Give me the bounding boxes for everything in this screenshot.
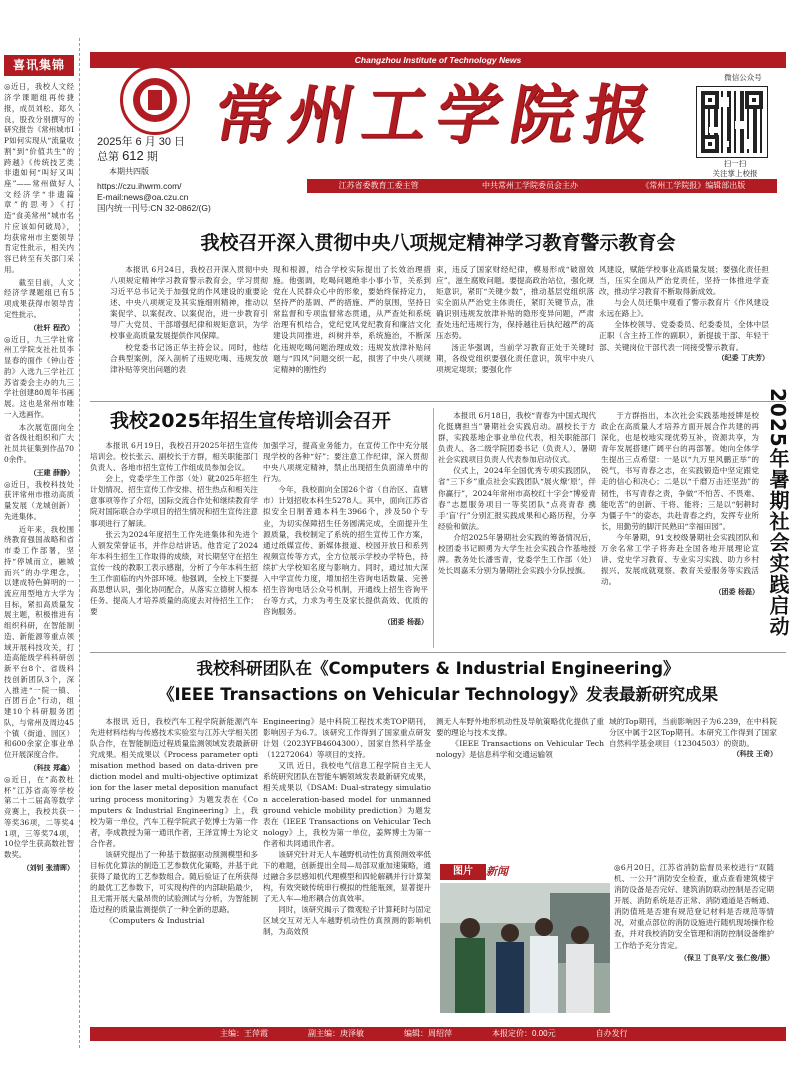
news-photo: [440, 883, 610, 1013]
left-item-2: ◎近日，九三学社常州工学院支社社员李显春的面作《钟山苍韵》入选九三学社江苏省委会主办的九三学社创建80周年书画展。这也是常州市唯一入选画作。: [4, 334, 74, 419]
article-1-col-2: 现和根源，结合学校实际提出了长效治理措施。他强调，吃喝问题绝非小事小节，关系到党在人民群众心中的形象，要始终保持定力，坚持严的基调、严的措施、严的氛围，坚持日常监督和专项监督常态贯通，从严查处和系统治理有机结合，党纪党风党纪教育和廉洁文化建设共同推进，纠树并举，系统施治，不断深化违规吃喝问题治理成效；违规发放津补贴问题与“四风”问题交织一起，损害了中央八项规定精神的刚性约: [273, 265, 431, 374]
left-byline-3: （科技 郑鑫）: [29, 762, 74, 772]
left-item-3b: 近年来，我校围绕教育强国战略和省市委工作部署，坚持“停城而立，融城而兴”的办学理念，以建成特色鲜明的一流应用型地方大学为目标，紧扣高质量发展主题，积极推进有组织科研，在智能制造、新能源等重点领域开展科技攻关，打造高能级学科科研创新平台8个、省级科技创新团队3个，深入推进“一院一镇、百团百企”行动，组建10个科研服务团队，与常州及周边45个镇（街道、园区）和600余家企事业单位开展深度合作。: [4, 524, 74, 759]
article-3-col-4: 域的Top期刊，当前影响因子为6.239，在中科院分区中属于2区Top期刊。本研究工作得到了国家自然科学基金项目（12304503）的资助。 （科技 王奇）: [609, 717, 777, 759]
photo-news-label-2: 新闻: [486, 865, 508, 878]
left-byline-1: （杜轩 程孜）: [29, 322, 74, 332]
left-item-1: ◎近日，我校人文经济学课题组再传捷报，成员刘松、郑久良，股孜分别撰写的研究报告《常州城市IP如何实现从“流量收割”到“价值共生”的跨越》《传统技艺类非遗如何“叫好又叫座”——常州做好人文经济学“非遗篇章”的思考》《打造“食美常州”城市名片应该如何破局》，均获常州市主要领导肯定性批示，相关内容已转至有关部门采用。: [4, 82, 74, 274]
left-item-4: ◎近日，在“高教杜杯”江苏省高等学校第二十二届高等数学竞赛上，我校共获一等奖36项，二等奖41项，三等奖74项，10位学生获高数社智数奖。: [4, 774, 74, 860]
summer-practice-col-2: 于方群指出，本次社会实践基地授牌是校政企在高质量人才培养方面开展合作共建的再深化，也是校地实现优势互补，资源共享，为青年发展搭建广阔平台的再部署。她向全体学生提出三点希望：一是以“九万里风鹏正举”的锐气，书写青春之志，在实践锻造中坚定跟党走的信心和决心；二是以“千磨万击还坚劲”的韧性，书写青春之责，争做“不怕苦、不畏难、能吃苦”的创新、干将、能将；三是以“躬耕时为僵子牛”的姿态，共赴青春之约，发挥专业所长，用勤劳的脚汗民熟田“幸福田园”。 今年暑期，91支校级暑期社会实践团队和万余名常工学子将奔赴全国各地开展理论宣讲、党史学习教育、专业实习实践、助力乡村振兴、发展成就观察、教育关爱服务等实践活动。 （团委 杨磊）: [601, 411, 759, 597]
english-title-bar: Changzhou Institute of Technology News: [90, 52, 786, 68]
article-2-col-2: 加强学习，提高业务能力，在宣传工作中充分展现学校的各种“好”；要注意工作纪律，深入贯彻中央八项规定精神，禁止出现招生负面清单中的行为。 今年，我校面向全国26个省（自治区、直辖市）计划招收本科生5278人。其中，面向江苏省拟安全日制普通本科生3966个，涉及50个专业，为切实保障招生任务圆满完成，全面提升生源质量，我校制定了系统的招生宣传工作方案，通过纸媒宣传、新媒体报道、校园开放日和系列视频宣传等方式，全方位展示学校办学特色，持续扩大学校知名度与影响力。同时，通过加大深入中学宣传力度，增加招生咨询电话数量、完善招生咨询电话公众号机制，开通线上招生咨询平台等方式，力求为考生及家长提供高效、优质的咨询服务。 （团委 杨磊）: [263, 441, 428, 627]
qr-code-icon[interactable]: [697, 87, 767, 157]
qr-caption: 扫一扫 关注掌上校报: [712, 159, 758, 178]
left-byline-2: （王建 薛静）: [29, 467, 74, 477]
article-3-byline: （科技 王奇）: [732, 749, 777, 759]
newspaper-title: 常州工学院报: [208, 79, 666, 153]
article-1-byline: （纪委 丁庆芳）: [717, 352, 769, 362]
photo-caption: ◎6月20日，江苏省消防监督员来校进行“双随机、一公开”消防安全检查，重点查看建筑楼宇消防设备是否完好、建筑消防联动控制是否定期开展、消防系统是否正常、消防通道是否畅通、消防值班是否建有规范登记材料是否规范等情况，对重点部位的消防设施进行随机现场操作检查，并对我校消防安全管理和消防控制设备维护工作给予充分肯定。 （保卫 丁良平/文 张仁俊/摄）: [614, 863, 774, 962]
summer-practice-byline: （团委 杨磊）: [714, 587, 759, 597]
footer-price: 本报定价：0.00元: [492, 1029, 556, 1038]
footer-deputy-editor: 副主编：庚泽敏: [308, 1029, 364, 1038]
photo-byline: （保卫 丁良平/文 张仁俊/摄）: [680, 952, 774, 962]
issue-date: 2025年 6 月 30 日: [97, 136, 186, 148]
article-3-col-1: 本报讯 近日，我校汽车工程学院新能源汽车先进材料结构与传感技术实验室与江苏大学相关团队合作，在智能制造过程质量监测领域发表最新研究成果。相关成果以《Process parameter optimisation method based on data-driven prediction model and multi-objective optimization for the laser metal deposition manufacturing process monitoring》为题发表在《Computers & Industrial Engineering》上，我校为第一单位，汽车工程学院武子乾博士为第一作者，李成教授为第一通讯作者，王泽宣博士为论文合作者。 该研究提出了一种基于数据驱动预测模型和多目标优化算法的制造工艺参数优化策略，并基于此获得了最优的工艺参数组合。随后验证了在所获得的最优工艺参数下，可实现构件的内部缺陷最少，且无需开展大量昂贵的试验测试与分析，为智能制造过程的质量监测提供了一种全新的思路。 《Computers & Industrial: [90, 717, 258, 926]
wechat-label: 微信公众号: [724, 73, 762, 82]
left-news-column: [0, 38, 80, 1048]
cn-number: 国内统一刊号:CN 32-0862/(G): [97, 202, 211, 213]
left-item-3: ◎近日，我校科技处获评常州市推动高质量发展（龙城创新）先进集体。: [4, 479, 74, 521]
left-column-heading: 喜讯集锦: [4, 55, 74, 76]
photo-news-label: 图片: [440, 864, 486, 880]
sponsor-bar: [307, 179, 777, 193]
article-1-col-4: 风建设，赋能学校事业高质量发展；要强化责任担当，压实全面从严治党责任，坚持一体推进学查改，推动学习教育不断取得新成效。 与会人员还集中观看了警示教育片《作风建设永远在路上》。 全体校领导、党委委员、纪委委员，全体中层正职（含主持工作的副职），新提拔干部、年轻干部、关键岗位干部代表一同接受警示教育。 （纪委 丁庆芳）: [599, 265, 769, 362]
issue-info: [97, 135, 237, 214]
article-2-byline: （团委 杨磊）: [383, 617, 428, 627]
footer-chief-editor: 主编：王萍霞: [220, 1029, 268, 1038]
article-3-col-3: 测无人车野外地形机动性及导航策略优化提供了重要的理论与技术支撑。 《IEEE Transactions on Vehicular Technology》是信息科学和交通运输领: [436, 717, 604, 760]
school-logo: [120, 65, 190, 135]
article-2-headline: 我校2025年招生宣传培训会召开: [110, 410, 391, 432]
issue-number: 总第 612 期: [97, 148, 158, 163]
article-3-headline-2: 《IEEE Transactions on Vehicular Technology》发表最新研究成果: [158, 685, 718, 704]
article-1-headline: 我校召开深入贯彻中央八项规定精神学习教育警示教育会: [200, 232, 676, 254]
article-1-col-1: 本报讯 6月24日，我校召开深入贯彻中央八项规定精神学习教育警示教育会，学习贯彻习近平总书记关于加强党的作风建设的重要论述、中央八项规定及其实施细则精神，推动以案促学、以案促改、以案促治，进一步教育引导广大党员、干部增强纪律和规矩意识，为学校事业高质量发展提供作风保障。 校党委书记汤正华主持会议。同时，他结合典型案例，深入剖析了违规吃喝、违规发放津补贴等突出问题的表: [110, 265, 268, 374]
summer-practice-col-1: 本报讯 6月18日，我校“青春为中国式现代化挺膺担当”暑期社会实践启动。副校长于方群，实践基地企事业单位代表，相关职能部门负责人、各二级学院团委书记（负责人）、暑期社会实践项目负责人代表参加启动仪式。 仪式上，2024年全国优秀专项实践团队，省“三下乡”重点社会实践团队“展火燎‘原’，伴你赢行”，2024年常州市高校红十字会“博爱青春”志愿服务项目一等奖团队“点亮青春 携手‘盲’行”分别汇报实践成果和心路历程，分享经验和做法。 介绍2025年暑期社会实践的筹备情况后，校团委书记顾勇为大学生社会实践合作基地授牌。教务处长潘雪青，党委学生工作部（处）处长周嘉禾分别为暑期社会实践小分队授旗。: [438, 411, 596, 576]
article-2-col-1: 本报讯 6月19日，我校召开2025年招生宣传培训会。校长张云、副校长于方群，相关职能部门负责人、各地市招生宣传工作组成员参加会议。 会上，党委学生工作部（处）就2025年招生计划情况、招生宣传工作安排、招生热点和相关注意事项等作了介绍，国际交流合作处和继续教育学院对国际联合办学项目的招生情况和招生宣传注意事项进行了解读。 张云为2024年度招生工作先进集体和先进个人颁发荣誉证书，并作总结讲话。他肯定了2024年本科生招生工作取得的成绩，对长期坚守在招生宣传一线的教职工表示感谢，分析了今年本科生招生工作面临的内外部环境。他强调，全校上下要提高思想认识，强化协同配合，从落实立德树人根本任务、提高人才培养质量的高度去对待招生工作；要: [90, 441, 258, 617]
page-count: 本期共四版: [109, 167, 149, 176]
footer-editor: 编辑：周绍萍: [404, 1029, 452, 1038]
article-3-headline-1: 我校科研团队在《Computers & Industrial Engineering》: [196, 659, 680, 678]
email-address[interactable]: E-mail:news@oa.czu.cn: [97, 191, 189, 202]
left-item-1b: 截至目前，人文经济学课题组已有5项成果获得市领导肯定性批示。: [4, 277, 74, 319]
left-byline-4: （刘钊 张清晖）: [22, 862, 74, 872]
sponsor-3: 《常州工学院报》编辑部出版: [641, 181, 746, 190]
article-1-col-3: 束，违反了国家财经纪律，模易形成“破窗效应”，滋生腐败问题。要提高政治站位，强化规矩意识，紧盯“关键少数”，推动基层党组织落实全面从严治党主体责任，紧盯关键节点，准确识别违规发放津补贴的隐形变异问题，严肃查处违纪违规行为，保持越往后执纪越严的高压态势。 汤正华强调，当前学习教育正处于关键时期，各级党组织要强化责任意识，筑牢中央八项规定堤坝；要强化作: [436, 265, 594, 374]
left-item-2b: 本次展览面向全省各级社组织和广大社员共征集到作品700余件。: [4, 422, 74, 464]
article-3-col-2: Engineering》是中科院工程技术类TOP期刊，影响因子为6.7。该研究工作得到了国家重点研发计划（2023YFB4604300）、国家自然科学基金（12272064）等项目的支持。 又讯 近日，我校电气信息工程学院自主无人系统研究团队在智能车辆领域发表最新研究成果，相关成果以《DSAM: Dual-strategy simulation acceleration-based model for unmanned ground vehicle mobility prediction》为题发表在《IEEE Transactions on Vehicular Technology》上，我校为第一单位，姜辉博士为第一作者和共同通讯作者。 该研究针对无人车越野机动性仿真预测效率低下的难题，创新提出全局—局部双重加速策略，通过融合多层感知机代理模型和四轮解耦并行计算架构，有效突破传统串行模拟的性能瓶颈，显著提升了无人车—地形耦合仿真效率。 同时，该研究揭示了微观粒子计算耗时与固定区域交互对无人车越野机动性仿真预测的影响机制，为高效预: [263, 717, 431, 937]
website-url[interactable]: https://czu.ihwrm.com/: [97, 180, 182, 191]
footer-bar: [90, 1027, 786, 1041]
sponsor-2: 中共常州工学院委员会主办: [481, 181, 578, 190]
sponsor-1: 江苏省委教育工委主管: [338, 181, 419, 190]
summer-practice-headline: 2025年暑期社会实践启动: [766, 388, 790, 637]
footer-distribution: 自办发行: [595, 1029, 628, 1038]
